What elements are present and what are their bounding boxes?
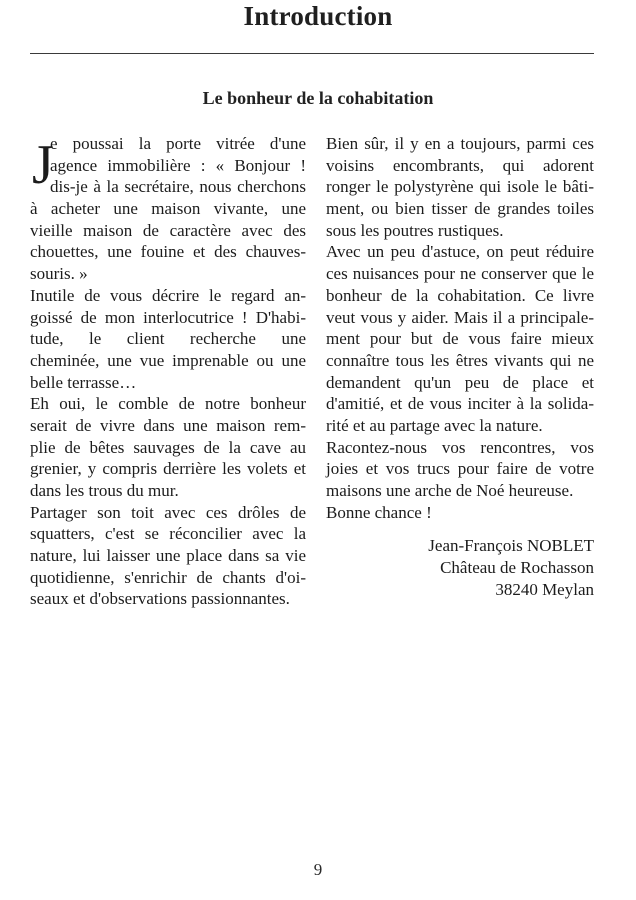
text-line: seaux et d'observations passionnantes.	[30, 589, 290, 609]
drop-cap: J	[32, 134, 54, 196]
author-address-line: 38240 Meylan	[495, 580, 594, 599]
text-line: tude, le client recherche une	[30, 329, 306, 349]
text-line: chouettes, une fouine et des chauves-	[30, 242, 306, 262]
text-line: ment, ou bien tisser de grandes toiles	[326, 199, 594, 219]
text-line: dans les trous du mur.	[30, 481, 179, 500]
page-number: 9	[313, 860, 323, 879]
author-signature	[326, 535, 594, 601]
text-line: vieille maison de caractère avec des	[30, 220, 306, 240]
text-line: souris. »	[30, 264, 88, 284]
text-line: Racontez-nous vos rencontres, vos	[326, 437, 594, 457]
text-line: grenier, y compris derrière les volets et	[30, 459, 306, 479]
text-line: plie de bêtes sauvages de la cave au	[30, 437, 306, 457]
section-subtitle: Le bonheur de la cohabitation	[202, 88, 434, 108]
text-line: demandent qu'un peu de place et	[326, 372, 594, 392]
text-line: Bien sûr, il y en a toujours, parmi ces	[326, 134, 594, 153]
text-line: e poussai la porte vitrée d'une	[50, 134, 306, 153]
text-line: Eh oui, le comble de notre bonheur	[30, 394, 306, 414]
text-line: à acheter une maison vivante, une	[30, 199, 306, 219]
text-line: serait de vivre dans une maison rem-	[30, 415, 306, 435]
text-line: Avec un peu d'astuce, on peut réduire	[326, 242, 594, 262]
text-line: voisins encombrants, qui adorent	[326, 155, 594, 175]
text-line: ces nuisances pour ne conserver que le	[326, 264, 594, 284]
left-text-column	[30, 133, 306, 610]
title-divider	[30, 53, 594, 54]
text-line: maisons une arche de Noé heureuse.	[326, 481, 574, 500]
author-address-line: Château de Rochasson	[440, 558, 594, 577]
right-text-column	[326, 133, 594, 523]
text-line: ronger le polystyrène qui isole le bâti-	[326, 177, 594, 197]
text-line: Partager son toit avec ces drôles de	[30, 502, 306, 522]
text-line: belle terrasse…	[30, 372, 137, 392]
page-title: Introduction	[243, 1, 393, 31]
text-line: connaître tous les êtres vivants qui ne	[326, 350, 594, 370]
text-line: Bonne chance !	[326, 502, 432, 522]
text-line: ment pour but de vous faire mieux	[326, 329, 594, 349]
text-line: goissé de mon interlocutrice ! D'habi-	[30, 307, 306, 327]
text-line: agence immobilière : « Bonjour !	[50, 155, 306, 175]
text-line: sous les poutres rustiques.	[326, 220, 504, 240]
text-line: joies et vos trucs pour faire de votre	[326, 459, 594, 479]
text-line: bonheur de la cohabitation. Ce livre	[326, 285, 594, 305]
text-line: cheminée, une vue imprenable ou une	[30, 350, 306, 370]
text-line: quotidienne, s'enrichir de chants d'oi-	[30, 567, 306, 587]
text-line: dis-je à la secrétaire, nous cherchons	[50, 177, 306, 197]
text-line: rité et au partage avec la nature.	[326, 415, 543, 435]
text-line: squatters, c'est se réconcilier avec la	[30, 524, 306, 544]
text-line: nature, lui laisser une place dans sa vie	[30, 546, 306, 566]
text-line: Inutile de vous décrire le regard an-	[30, 285, 306, 305]
text-line: veut vous y aider. Mais il a principale-	[326, 307, 594, 327]
text-line: d'amitié, et de vous inciter à la solida-	[326, 394, 594, 414]
author-name: Jean-François NOBLET	[428, 536, 594, 555]
